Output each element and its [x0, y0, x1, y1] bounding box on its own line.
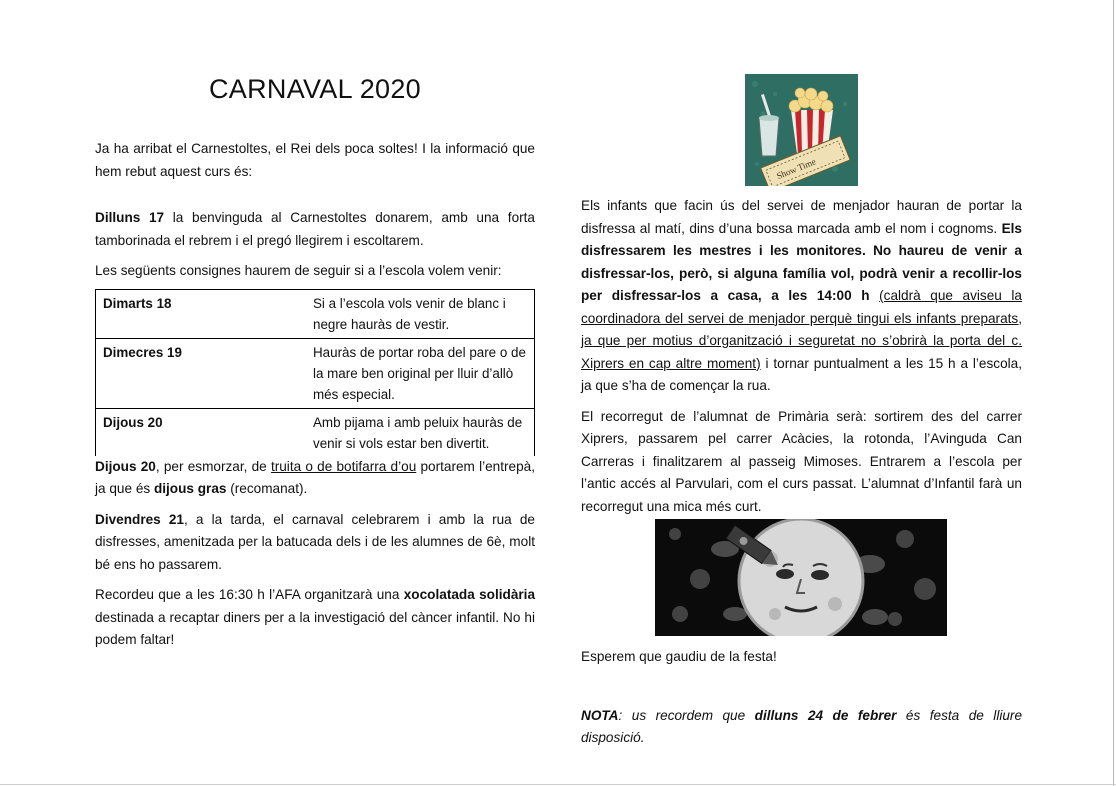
right-column — [581, 195, 1022, 526]
intro-paragraph: Ja ha arribat el Carnestoltes, el Rei dels poca soltes! I la informació que hem rebut aquest curs és: — [95, 141, 535, 179]
esperem-paragraph: Esperem que gaudiu de la festa! — [581, 649, 777, 664]
thursday-underlined: truita o de botifarra d’ou — [270, 458, 417, 474]
afa-text-a: Recordeu que a les 16:30 h l’AFA organitzarà una — [95, 587, 404, 602]
schedule-text: Amb pijama i amb peluix hauràs de venir si vols estar ben divertit. — [306, 408, 535, 456]
thursday-label: Dijous 20 — [95, 458, 156, 474]
schedule-row — [96, 408, 535, 456]
monday-text: la benvinguda al Carnestoltes donarem, amb una forta tamborinada el rebrem i el pregó llegirem i escoltarem. — [95, 210, 535, 248]
afa-text-b: destinada a recaptar diners per a la investigació del càncer infantil. No hi podem faltar! — [95, 609, 535, 647]
schedule-day: Dijous 20 — [96, 408, 307, 456]
left-column — [95, 138, 535, 660]
schedule-day: Dimarts 18 — [96, 289, 307, 338]
afa-paragraph — [95, 584, 535, 652]
xocolatada-label: xocolatada solidària — [403, 587, 536, 602]
menjador-underlined: (caldrà que aviseu la coordinadora del servei de menjador perquè tingui els infants preparats, ja que per motius d’organització i seguretat no s’obrirà la porta del c. Xiprers en cap altre moment) — [581, 288, 1022, 371]
nota-date: dilluns 24 de febrer — [754, 707, 897, 723]
consignes-paragraph: Les següents consignes haurem de seguir si a l’escola volem venir: — [95, 263, 502, 278]
thursday-text-c: (recomanat). — [226, 481, 308, 496]
nota-text-a: : us recordem que — [618, 707, 755, 723]
page-title: CARNAVAL 2020 — [208, 74, 421, 104]
menjador-text-a: Els infants que facin ús del servei de menjador hauran de portar la disfressa al matí, dins d’una bossa marcada amb el nom i cognoms. — [581, 198, 1022, 236]
schedule-text: Si a l’escola vols venir de blanc i negre hauràs de vestir. — [306, 289, 535, 338]
recorregut-paragraph: El recorregut de l’alumnat de Primària serà: sortirem des del carrer Xiprers, passarem pel carrer Acàcies, la rotonda, l’Avinguda Can Carreras i finalitzarem al passeig Mimoses. Entrarem a l’escola per l’antic accés al Parvulari, com el curs passat. L’alumnat d’Infantil farà un recorregut una mica més curt. — [581, 408, 1022, 514]
schedule-text: Hauràs de portar roba del pare o de la mare ben original per lluir d’allò més especial. — [306, 338, 535, 408]
friday-paragraph — [95, 509, 535, 577]
page-edge-bottom — [0, 784, 1116, 785]
thursday-text-a: , per esmorzar, de — [155, 458, 271, 474]
friday-text: , a la tarda, el carnaval celebrarem i amb la rua de disfresses, amenitzada per la batucada dels i de les alumnes de 6è, molt bé ens ho passarem. — [95, 511, 535, 572]
closing-block — [581, 646, 1022, 758]
menjador-paragraph — [581, 195, 1022, 398]
page-edge-right — [1113, 0, 1114, 786]
friday-label: Divendres 21 — [95, 511, 184, 527]
popcorn-ticket-image — [745, 74, 858, 186]
moon-rocket-image — [655, 519, 947, 636]
menjador-text-b: i tornar puntualment a les 15 h a l’escola, ja que s’ha de començar la rua. — [581, 355, 1023, 393]
schedule-row — [96, 338, 535, 408]
schedule-table — [95, 289, 535, 456]
menjador-space — [870, 288, 880, 303]
monday-label: Dilluns 17 — [95, 210, 165, 225]
thursday-paragraph — [95, 456, 535, 501]
schedule-day: Dimecres 19 — [96, 338, 307, 408]
nota-text-b: és festa de lliure disposició. — [581, 707, 1023, 745]
monday-paragraph — [95, 207, 535, 252]
schedule-row — [96, 289, 535, 338]
nota-label: NOTA — [581, 707, 619, 723]
nota-paragraph — [581, 705, 1022, 750]
dijous-gras: dijous gras — [153, 481, 227, 496]
menjador-bold: Els disfressarem les mestres i les monitores. No haureu de venir a disfressar-los, però, si alguna família vol, podrà venir a recollir-los per disfressar-los a casa, a les 14:00 h — [581, 220, 1022, 303]
svg-text:Show Time: Show Time — [775, 156, 818, 182]
thursday-text-b: portarem l’entrepà, ja que és — [95, 458, 535, 496]
